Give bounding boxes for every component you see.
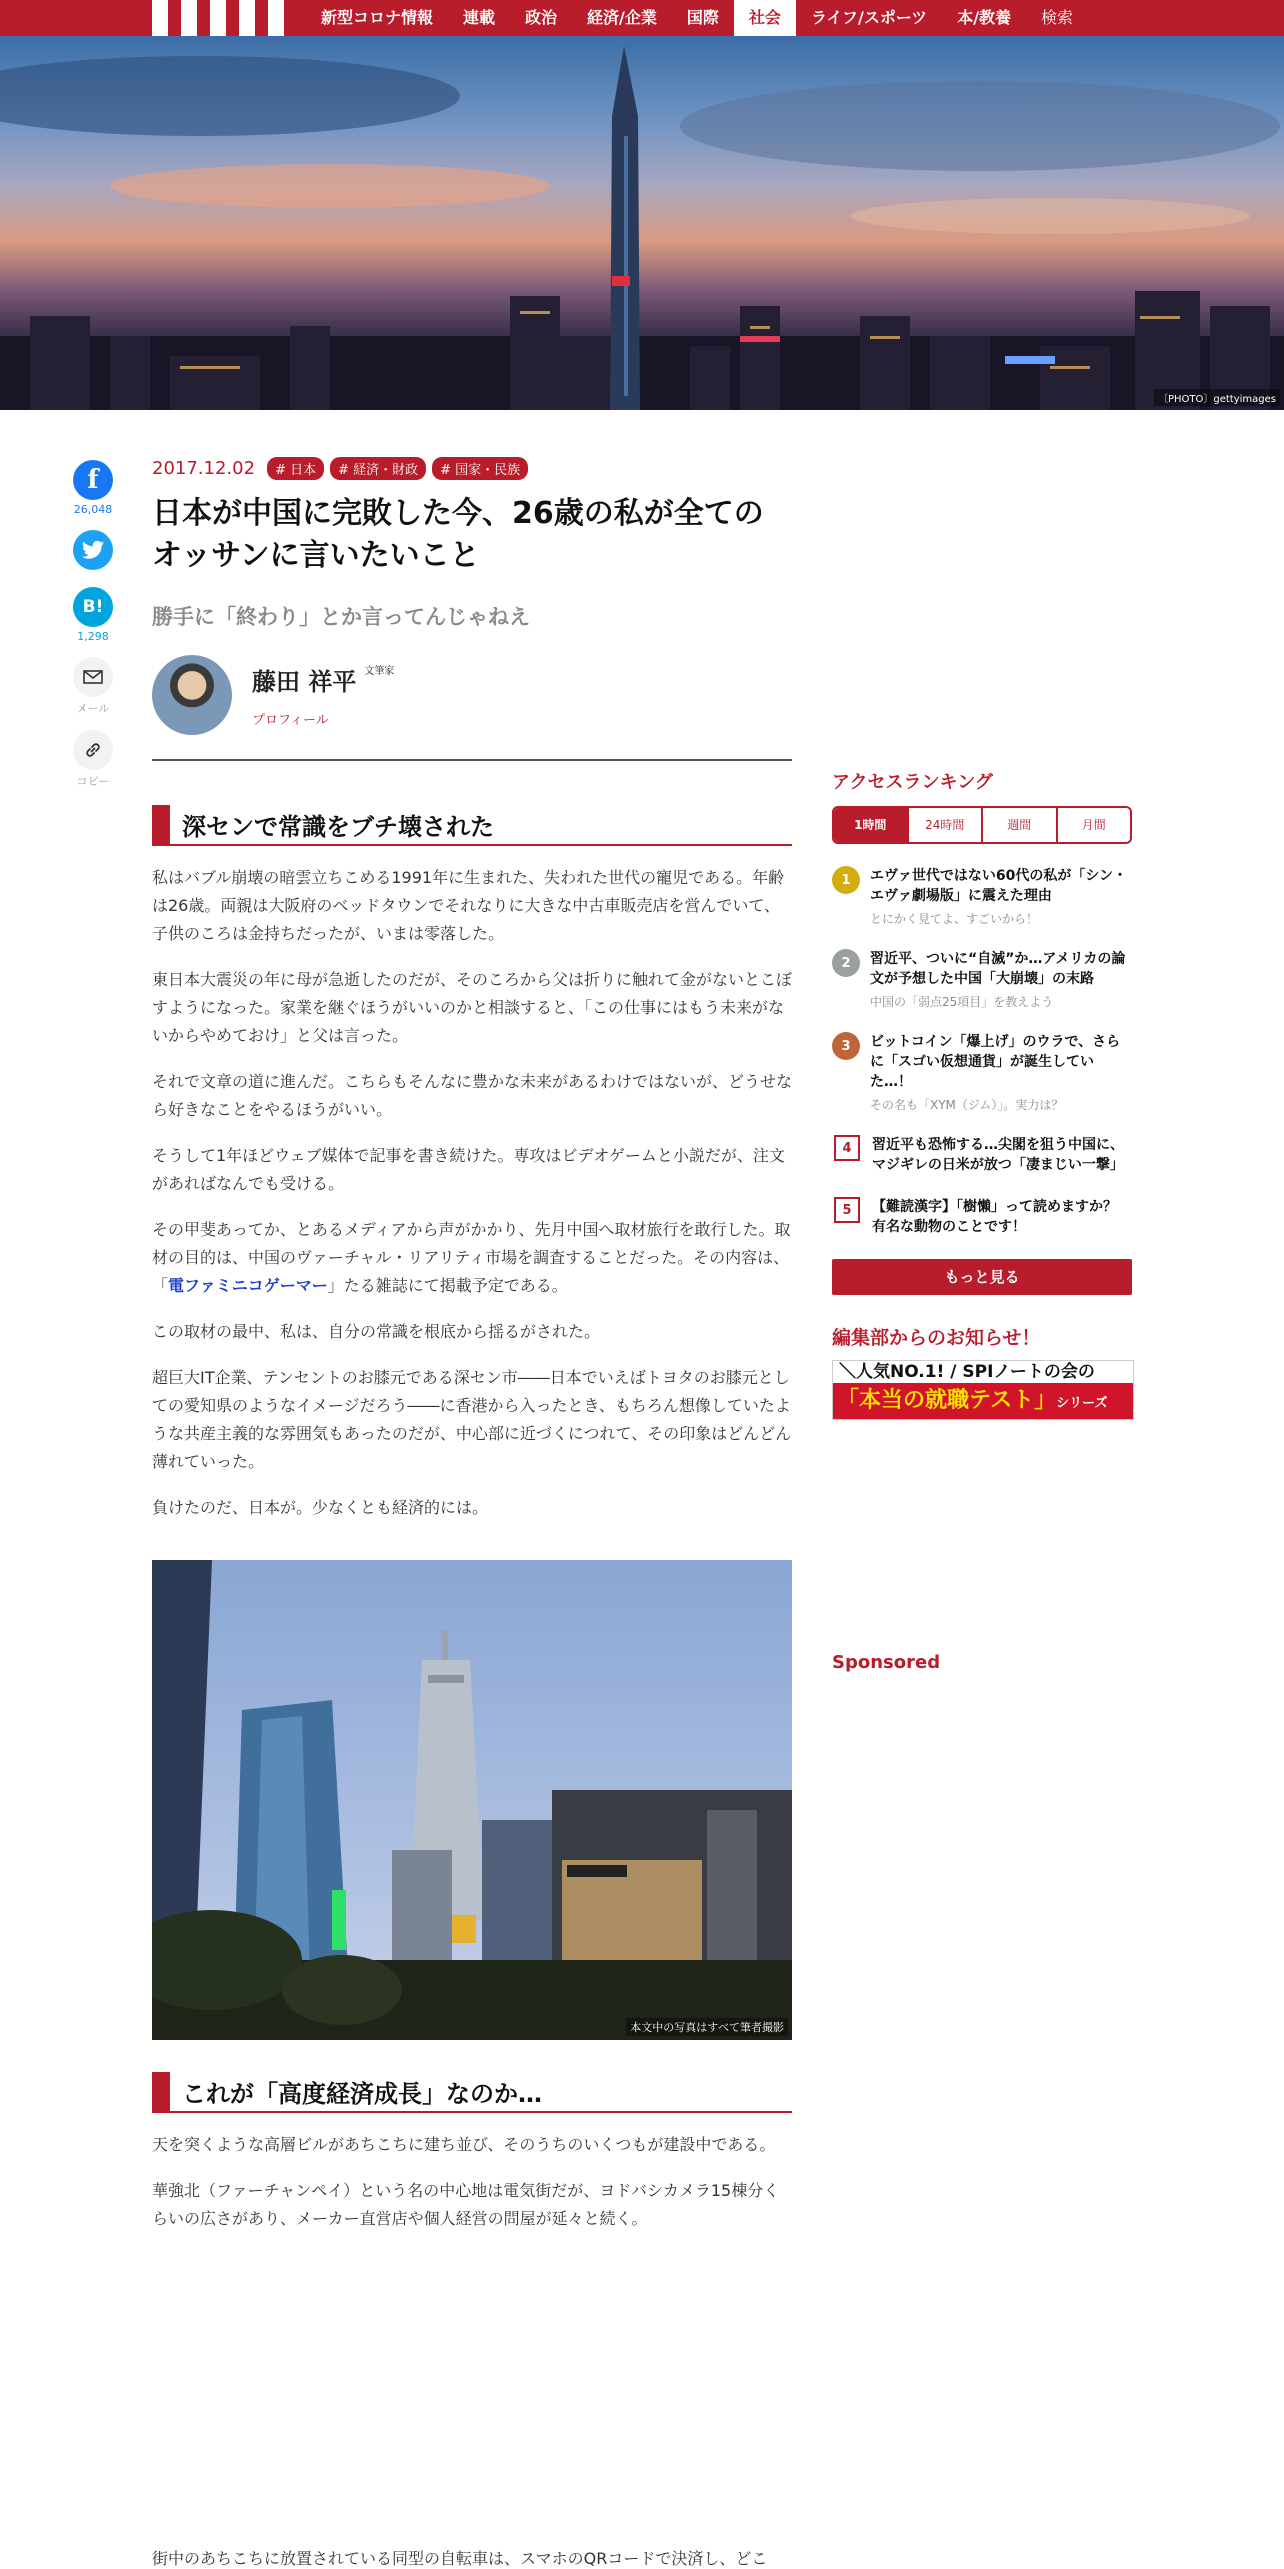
paragraph: 天を突くような高層ビルがあちこちに建ち並び、そのうちのいくつもが建設中である。 xyxy=(152,2135,776,2154)
copy-link-button[interactable] xyxy=(73,730,113,770)
nav-item-politics[interactable]: 政治 xyxy=(525,8,558,27)
see-more-button[interactable]: もっと見る xyxy=(832,1259,1132,1295)
rank-badge: 5 xyxy=(834,1197,860,1223)
article xyxy=(152,455,792,2233)
tab-monthly[interactable]: 月間 xyxy=(1081,818,1106,832)
photo-credit: 本文中の写真はすべて筆者撮影 xyxy=(626,2018,788,2036)
facebook-icon: f xyxy=(87,465,99,495)
tag-economy-finance[interactable]: # 経済・財政 xyxy=(330,457,426,480)
ranking-title[interactable]: ビットコイン「爆上げ」のウラで、さらに「スゴい仮想通貨」が誕生していた…！ xyxy=(870,1034,1121,1090)
share-column xyxy=(68,460,118,803)
tag-nation-ethnicity[interactable]: # 国家・民族 xyxy=(432,457,528,480)
ranking-item[interactable] xyxy=(832,866,1132,927)
rank-badge: 3 xyxy=(832,1032,860,1060)
paragraph: 私はバブル崩壊の暗雲立ちこめる1991年に生まれた、失われた世代の寵児である。年齢は26歳。両親は大阪府のベッドタウンでそれなりに大きな中古車販売店を営んでいて、子供のころは金持ちだったが、いまは零落した。 xyxy=(152,868,785,943)
nav-item-society[interactable]: 社会 xyxy=(734,0,796,36)
paragraph-text: その甲斐あってか、とあるメディアから声がかかり、先月中国へ取材旅行を敢行した。取材の目的は、中国のヴァーチャル・リアリティ市場を調査することだった。その内容は、「 xyxy=(152,1220,791,1295)
ranking-title[interactable]: 習近平、ついに“自滅”か…アメリカの論文が予想した中国「大崩壊」の末路 xyxy=(870,951,1126,987)
ranking-item[interactable] xyxy=(832,949,1132,1010)
author-name[interactable]: 藤田 祥平 xyxy=(252,668,357,696)
access-ranking-title: アクセスランキング xyxy=(832,772,993,793)
paragraph-text: 」たる雑誌にて掲載予定である。 xyxy=(327,1276,568,1295)
ranking-subtitle: 中国の「弱点25項目」を教えよう xyxy=(870,995,1054,1009)
ranking-title[interactable]: 【難読漢字】「樹懶」って読めますか？ 有名な動物のことです！ xyxy=(872,1199,1131,1235)
sidebar xyxy=(832,768,1132,1420)
section-heading-1: 深センで常識をブチ壊された xyxy=(152,805,792,846)
link-icon xyxy=(84,741,102,759)
article-title: 日本が中国に完敗した今、26歳の私が全てのオッサンに言いたいこと xyxy=(152,496,764,573)
ranking-title[interactable]: エヴァ世代ではない60代の私が「シン・エヴァ劇場版」に震えた理由 xyxy=(870,868,1127,904)
nav-item-international[interactable]: 国際 xyxy=(686,8,719,27)
paragraph: 東日本大震災の年に母が急逝したのだが、そのころから父は折りに触れて金がないとこぼすようになった。家業を継ぐほうがいいのかと相談すると、「この仕事にはもう未来がないからやめておけ」と父は言った。 xyxy=(152,970,793,1045)
paragraph: 負けたのだ、日本が。少なくとも経済的には。 xyxy=(152,1498,489,1517)
top-navigation xyxy=(0,0,1284,36)
author-role: 文筆家 xyxy=(364,666,395,677)
tab-1-hour[interactable]: 1時間 xyxy=(834,808,909,842)
paragraph: それで文章の道に進んだ。こちらもそんなに豊かな未来があるわけではないが、どうせなら好きなことをやるほうがいい。 xyxy=(152,1072,793,1119)
tab-24-hours[interactable]: 24時間 xyxy=(909,808,984,842)
banner-suffix: シリーズ xyxy=(1056,1396,1108,1411)
hatena-bookmark-button[interactable] xyxy=(73,587,113,627)
twitter-bird-icon xyxy=(82,540,104,560)
mail-icon xyxy=(83,670,103,684)
hero-photo-credit: 〔PHOTO〕gettyimages xyxy=(1154,389,1280,406)
site-logo[interactable] xyxy=(152,0,290,36)
author-avatar[interactable] xyxy=(152,655,232,735)
spi-test-banner[interactable] xyxy=(832,1360,1134,1420)
ranking-subtitle: その名も「XYM（ジム）」。実力は？ xyxy=(870,1098,1064,1112)
banner-tagline: ＼人気NO.1! / SPIノートの会の xyxy=(833,1361,1133,1383)
ranking-tabs xyxy=(832,806,1132,844)
ranking-title[interactable]: 習近平も恐怖する…尖閣を狙う中国に、マジギレの日米が放つ「凄まじい一撃」 xyxy=(872,1137,1124,1173)
paragraph: 超巨大IT企業、テンセントのお膝元である深セン市――日本でいえばトヨタのお膝元としての愛知県のようなイメージだろう――に香港から入ったとき、もちろん想像していたような共産主義的な雰囲気もあったのだが、中心部に近づくにつれて、その印象はどんどん薄れていった。 xyxy=(152,1368,792,1471)
paragraph-with-link xyxy=(152,1216,792,1300)
rank-badge: 4 xyxy=(834,1135,860,1161)
ranking-item[interactable] xyxy=(832,1032,1132,1113)
sponsored-label: Sponsored xyxy=(832,1652,941,1673)
paragraph-cut-off: 街中のあちこちに放置されている同型の自転車は、スマホのQRコードで決済し、どこ xyxy=(152,2549,768,2568)
nav-item-search[interactable]: 検索 xyxy=(1041,8,1074,27)
author-profile-link[interactable]: プロフィール xyxy=(252,713,329,728)
hatena-icon: B! xyxy=(82,597,104,617)
section-heading-2: これが「高度経済成長」なのか… xyxy=(152,2072,792,2113)
nav-item-life-sports[interactable]: ライフ/スポーツ xyxy=(810,8,928,27)
author-block xyxy=(152,655,792,735)
facebook-share-count: 26,048 xyxy=(73,503,113,516)
ranking-subtitle: とにかく見てよ、すごいから！ xyxy=(870,912,1039,926)
tag-japan[interactable]: # 日本 xyxy=(267,457,324,480)
nav-item-economy[interactable]: 経済/企業 xyxy=(587,8,657,27)
article-meta xyxy=(152,455,792,481)
tab-weekly[interactable]: 週間 xyxy=(983,808,1058,842)
article-photo-shenzhen xyxy=(152,1560,792,2040)
mail-share-button[interactable] xyxy=(73,657,113,697)
article-subtitle: 勝手に「終わり」とか言ってんじゃねえ xyxy=(152,605,530,629)
copy-label: コピー xyxy=(76,775,110,788)
editorial-notice-title: 編集部からのお知らせ！ xyxy=(832,1327,1041,1349)
mail-label: メール xyxy=(76,702,110,715)
ranking-item[interactable] xyxy=(832,1197,1132,1237)
nav-item-corona[interactable]: 新型コロナ情報 xyxy=(321,8,434,27)
paragraph: 華強北（ファーチャンペイ）という名の中心地は電気街だが、ヨドバシカメラ15棟分くらいの広さがあり、メーカー直営店や個人経営の問屋が延々と続く。 xyxy=(152,2181,780,2228)
ranking-item[interactable] xyxy=(832,1135,1132,1175)
paragraph: そうして1年ほどウェブ媒体で記事を書き続けた。専攻はビデオゲームと小説だが、注文があればなんでも受ける。 xyxy=(152,1146,785,1193)
magazine-link[interactable]: 電ファミニコゲーマー xyxy=(168,1276,328,1295)
nav-item-books[interactable]: 本/教養 xyxy=(957,8,1012,27)
article-date: 2017.12.02 xyxy=(152,457,256,479)
twitter-share-button[interactable] xyxy=(73,530,113,570)
rank-badge: 1 xyxy=(832,866,860,894)
hatena-bookmark-count: 1,298 xyxy=(77,630,109,643)
rank-badge: 2 xyxy=(832,949,860,977)
hero-image xyxy=(0,36,1284,410)
banner-main-text: 「本当の就職テスト」 xyxy=(837,1388,1057,1413)
header-divider xyxy=(152,759,792,761)
nav-item-series[interactable]: 連載 xyxy=(463,8,496,27)
paragraph: この取材の最中、私は、自分の常識を根底から揺るがされた。 xyxy=(152,1322,601,1341)
facebook-share-button[interactable] xyxy=(73,460,113,500)
